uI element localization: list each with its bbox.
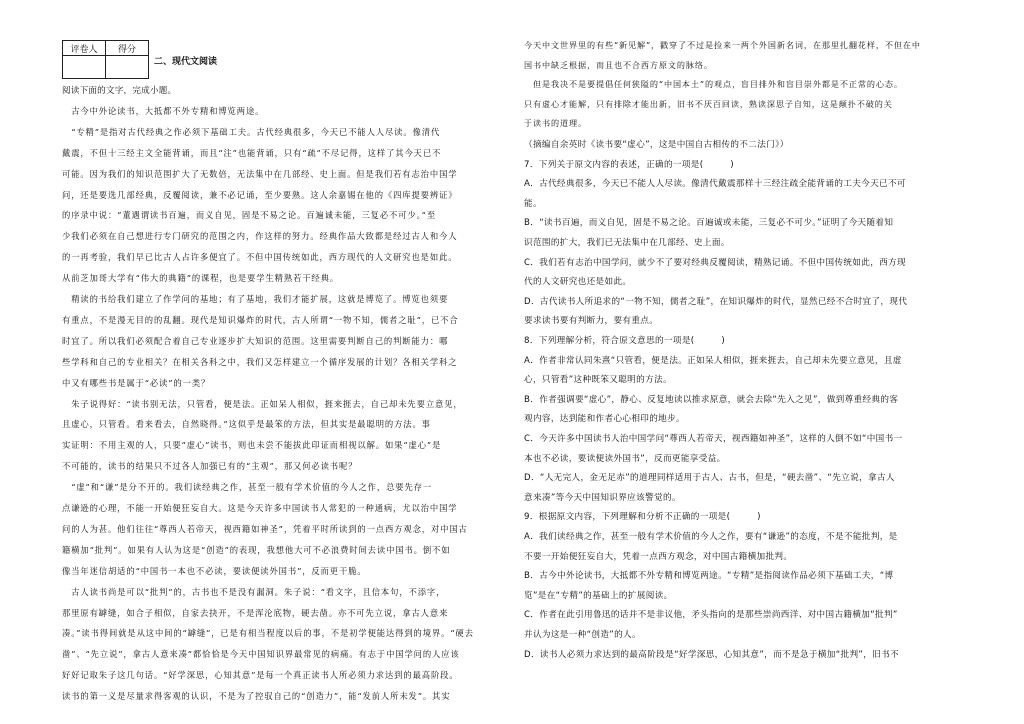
question-line: A．古代经典很多，今天已不能人人尽读。像清代戴震那样十三经注疏全能背诵的工夫今天已不可 bbox=[524, 179, 906, 190]
passage-line: 读书的第一义是尽量求得客观的认识，不是为了控驭自己的“创造力”，能“发前人所未发”。其实 bbox=[62, 691, 451, 702]
question-line: 识范围的扩大，我们已无法集中在几部经、史上面。 bbox=[524, 238, 730, 248]
passage-line: 中又有哪些书是属于“必读”的一类？ bbox=[62, 377, 211, 388]
question-line: C．作者在此引用鲁迅的话并不是非议他，矛头指向的是那些崇尚西洋、对中国古籍横加“批判” bbox=[524, 610, 898, 621]
question-line: D．古代读书人所追求的“一物不知，儒者之耻”，在知识爆炸的时代，显然已经不合时宜了，现代 bbox=[524, 296, 908, 307]
question-line: 览”是在“专精”的基础上的扩展阅读。 bbox=[524, 590, 673, 601]
passage-line: “虚”和“谦”是分不开的。我们读经典之作，甚至一般有学术价值的今人之作，总要先存一 bbox=[62, 482, 433, 493]
passage-line: 精读的书给我们建立了作学问的基地；有了基地，我们才能扩展，这就是博览了。博览也须要 bbox=[62, 294, 449, 304]
section-title: 二、现代文阅读 bbox=[154, 57, 218, 67]
question-line: 观内容，达到能和作者心心相印的地步。 bbox=[524, 414, 685, 425]
passage-line: “专精”是指对古代经典之作必须下基础工夫。古代经典很多，今天已不能人人尽读。像清代 bbox=[62, 126, 441, 137]
question-line: C．今天许多中国读书人治中国学问“尊西人若帝天，视西籍如神圣”，这样的人倒不如“中国书一 bbox=[524, 434, 903, 444]
question-line: 意来凑”等今天中国知识界应该警觉的。 bbox=[524, 492, 681, 503]
question-line: 只有虚心才能解，只有排除才能出新，旧书不厌百回读，熟读深思子自知，这是颠扑不破的关 bbox=[524, 98, 893, 109]
reviewer-label: 评卷人 bbox=[63, 41, 106, 56]
passage-line: 实证明：不用主观的人，只要“虚心”读书，则也未尝不能拔此印证而相视以解。如果“虚心”是 bbox=[62, 440, 442, 451]
question-line: 8．下列理解分析，符合原文意思的一项是( ) bbox=[524, 336, 726, 346]
question-line: 于读书的道理。 bbox=[524, 118, 587, 129]
question-line: A．作者非常认同朱熹“只管看，便是法。正如呆人相似，捱来捱去，自己却未先要立意见，且虚 bbox=[524, 355, 902, 366]
score-table bbox=[62, 40, 149, 79]
question-line: 能。 bbox=[524, 198, 542, 209]
passage-line: 古人读书尚是可以“批判”的，古书也不是没有漏洞。朱子说：“看文字，且信本句，不添字， bbox=[62, 586, 446, 597]
question-line: 国书中缺乏根据，而且也不合西方原文的脉络。 bbox=[524, 59, 713, 70]
passage-line: 时宜了。所以我们必须配合着自己专业逐步扩大知识的范围。这里需要判断自己的判断能力：哪 bbox=[62, 335, 449, 346]
passage-line: 问，还是要选几部经典，反覆阅读，兼不必记诵，至少要熟。这人余嘉锡在他的《四库提要辨证》 bbox=[62, 189, 458, 200]
question-line: 心，只管看”这种既笨又聪明的方法。 bbox=[524, 375, 672, 386]
score-label: 得分 bbox=[106, 41, 149, 56]
question-line: （摘编自余英时《读书要“虚心”，这是中国自古相传的不二法门》） bbox=[524, 140, 789, 150]
reviewer-cell[interactable] bbox=[63, 56, 106, 79]
question-line: A．我们读经典之作，甚至一般有学术价值的今人之作，要有“谦逊”的态度，不是不能批判，是 bbox=[524, 532, 898, 542]
passage-line: 不可能的，读书的结果只不过各人加强已有的“主观”，那又何必读书呢？ bbox=[62, 461, 358, 472]
passage-line: 且虚心，只管看。看来看去，自然晓得。”这似乎是最笨的方法，但其实是最聪明的方法。事 bbox=[62, 419, 431, 430]
passage-line: 像当年迷信胡适的“中国书一本也不必读，要读便读外国书”，反而更干脆。 bbox=[62, 565, 367, 576]
question-line: B．作者强调要“虚心”，静心、反复地读以推求原意，就会去除“先入之见”，做到尊重经典的客 bbox=[524, 394, 899, 405]
passage-line: 戴震，不但十三经主文全能背诵，而且“注”也能背诵，只有“疏”不尽记得，这样了其今天已不 bbox=[62, 147, 442, 158]
question-line: 9．根据原文内容，下列理解和分析不正确的一项是( ) bbox=[524, 512, 761, 523]
passage-line: 可能。因为我们的知识范围扩大了无数倍，无法集中在几部经、史上面。但是我们若有志治中国学 bbox=[62, 168, 458, 179]
passage-line: 凑。”读书得间就是从这中间的“罅缝”，已是有相当程度以后的事，不是初学便能达得到的境界。“硬去 bbox=[62, 628, 474, 639]
question-line: 要求读书要有判断力，要有重点。 bbox=[524, 316, 659, 327]
passage-line: 从前芝加哥大学有“伟大的典籍”的课程，也是要学生精熟若干经典。 bbox=[62, 273, 339, 284]
question-line: 本也不必读，要读便读外国书”，反而更能享受益。 bbox=[524, 453, 726, 464]
question-line: 但是我决不是要提倡任何狭隘的“中国本土”的观点，盲目排外和盲目崇外都是不正常的心态。 bbox=[524, 79, 903, 90]
passage-line: 的序录中说：“董遇谓读书百遍，而义自见，固是不易之论。百遍诚未能，三复必不可少。”至 bbox=[62, 210, 437, 221]
passage-line: 古今中外论读书，大抵都不外专精和博览两途。 bbox=[62, 105, 265, 116]
passage-line: 少我们必须在自己想进行专门研究的范围之内，作这样的努力。经典作品大致都是经过古人和今人 bbox=[62, 231, 458, 242]
passage-line: 些学科和自己的专业相关？在相关各科之中，我们又怎样建立一个循序发展的计划？各相关学科之 bbox=[62, 356, 458, 367]
passage-line: 问的人为甚。他们往往“尊西人若帝天，视西籍如神圣”，凭着平时所读到的一点西方观念，对中国古 bbox=[62, 523, 468, 534]
question-line: D．读书人必须力求达到的最高阶段是“好学深思，心知其意”，而不是急于横加“批判”，旧书不 bbox=[524, 649, 899, 660]
question-line: C．我们若有志治中国学问，就少不了要对经典反覆阅读，精熟记诵。不但中国传统如此，西方现 bbox=[524, 257, 906, 268]
passage-line: 朱子说得好：“读书别无法，只管看，便是法。正如呆人相似，捱来捱去，自己却未先要立意见， bbox=[62, 398, 463, 409]
question-line: 并认为这是一种“创造”的人。 bbox=[524, 630, 641, 640]
passage-line: 籍横加“批判”。如果有人认为这是“创造”的表现，我想他大可不必浪费时间去读中国书。倒不如 bbox=[62, 544, 451, 555]
question-line: 不要一开始便狂妄自大，凭着一点西方观念，对中国古籍横加批判。 bbox=[524, 551, 793, 562]
question-line: 代的人文研究也还是如此。 bbox=[524, 277, 632, 288]
passage-line: 那里原有罅缝，如合子相似，自家去抉开，不是浑沦底物，硬去凿。亦不可先立说，拿古人意来 bbox=[62, 607, 449, 618]
question-line: D．“人无完人，金无足赤”的道理同样适用于古人、古书，但是，“硬去凿”、“先立说，拿古人 bbox=[524, 473, 895, 484]
question-line: B．古今中外论读书，大抵都不外专精和博览两途。“专精”是指阅读作品必须下基础工夫，“博 bbox=[524, 571, 894, 582]
passage-line: 好好记取朱子这几句话。“好学深思，心知其意”是每一个真正读书人所必须力求达到的最高阶段。 bbox=[62, 670, 459, 681]
question-line: 今天中文世界里的有些“新见解”，戳穿了不过是捡来一两个外国新名词，在那里扎翻花样，不但在中 bbox=[524, 40, 921, 50]
passage-line: 点谦逊的心理，不能一开始便狂妄自大。这是今天许多中国读书人常犯的一种通病，尤以治中国学 bbox=[62, 503, 458, 513]
score-cell[interactable] bbox=[106, 56, 149, 79]
passage-line: 有重点，不是漫无目的的乱翻。现代是知识爆炸的时代，古人所谓“一物不知，儒者之耻”，已不合 bbox=[62, 314, 459, 325]
question-line: 7．下列关于原文内容的表述，正确的一项是( ) bbox=[524, 159, 734, 170]
passage-line: 阅读下面的文字，完成小题。 bbox=[62, 86, 177, 96]
passage-line: 凿”、“先立说”，拿古人意来凑”都恰恰是今天中国知识界最常见的病痛。有志于中国学问的人应该 bbox=[62, 649, 460, 660]
question-line: B．“读书百遍，而义自见，固是不易之论。百遍诚或未能，三复必不可少。”证明了今天随着知 bbox=[524, 218, 894, 229]
passage-line: 的一再考验，我们早已比古人占许多便宜了。不但中国传统如此，西方现代的人文研究也是如此。 bbox=[62, 252, 458, 263]
